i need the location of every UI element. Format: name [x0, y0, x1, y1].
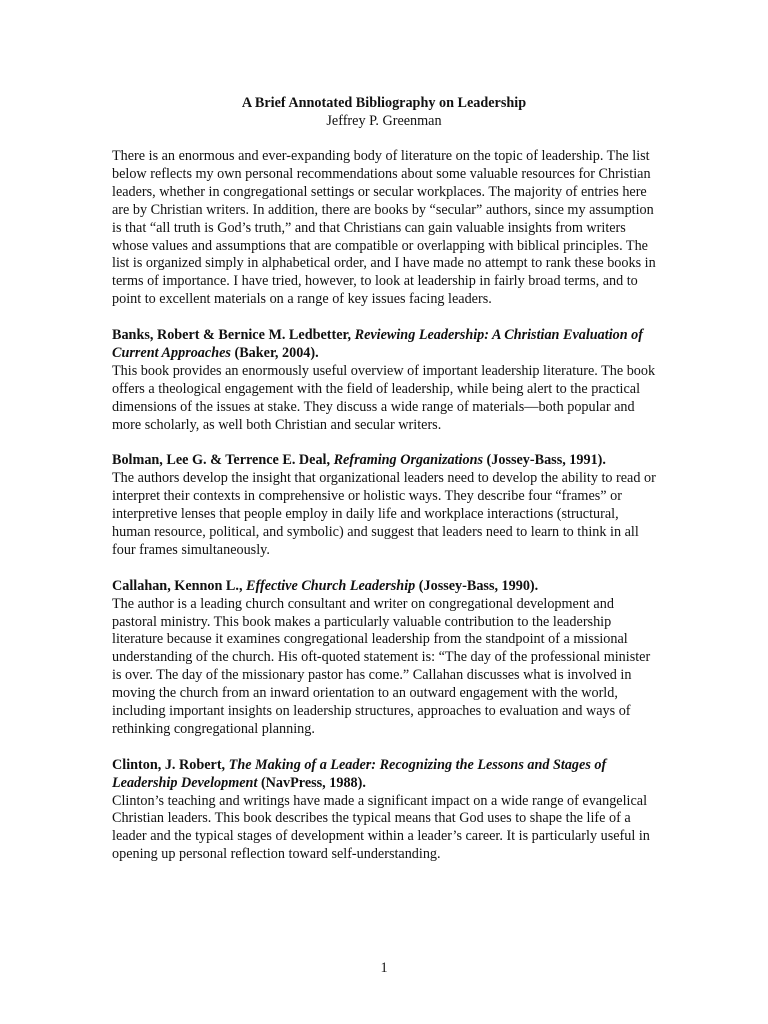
entry-citation	[112, 452, 660, 470]
entry-citation	[112, 327, 660, 363]
entry-authors: Callahan, Kennon L.,	[112, 577, 247, 594]
entry-authors: Clinton, J. Robert,	[112, 756, 229, 773]
entry-publication: (Jossey-Bass, 1990).	[415, 577, 539, 594]
entry-annotation: Clinton’s teaching and writings have made a significant impact on a wide range of evangelical Christian leaders. This book describes the typical means that God uses to shape the life of a leader and the typical stages of development within a leader’s career. It is particularly useful in opening up personal reflection toward self-understanding.	[112, 792, 650, 863]
document-title: A Brief Annotated Bibliography on Leadership	[241, 95, 527, 111]
entry-authors: Bolman, Lee G. & Terrence E. Deal,	[112, 452, 334, 469]
document-body	[112, 148, 660, 864]
entry-authors: Banks, Robert & Bernice M. Ledbetter,	[112, 327, 355, 344]
entry-book-title: Reframing Organizations	[333, 452, 483, 469]
entry-publication: (Baker, 2004).	[230, 344, 319, 361]
document-header	[0, 94, 768, 130]
bibliography-entry	[112, 327, 660, 434]
entry-book-title: Reviewing Leadership: A Christian Evaluation of Current Approaches	[112, 327, 643, 361]
entry-annotation: This book provides an enormously useful overview of important leadership literature. The book offers a theological engagement with the field of leadership, while being alert to the practical dimensions of the issues at stake. They discuss a wide range of materials—both popular and more scholarly, as well both Christian and secular writers.	[112, 362, 656, 433]
bibliography-entry	[112, 452, 660, 559]
entry-citation	[112, 578, 660, 596]
entry-annotation: The author is a leading church consultant and writer on congregational development and pastoral ministry. This book makes a particularly valuable contribution to the leadership literature because it examines congregational leadership from the standpoint of a missional understanding of the church. His oft-quoted statement is: “The day of the professional minister is over. The day of the missionary pastor has come.” Callahan discusses what is involved in moving the church from an inward orientation to an outward engagement with the world, including important insights on leadership structures, approaches to evaluation and ways of rethinking congregational planning.	[112, 595, 651, 737]
bibliography-entry	[112, 578, 660, 739]
page-number: 1	[380, 960, 388, 976]
entry-book-title: The Making of a Leader: Recognizing the Lessons and Stages of Leadership Development	[112, 756, 607, 791]
document-author: Jeffrey P. Greenman	[326, 113, 442, 129]
intro-paragraph: There is an enormous and ever-expanding body of literature on the topic of leadership. The list below reflects my own personal recommendations about some valuable resources for Christian leaders, whether in congregational settings or secular workplaces. The majority of entries here are by Christian writers. In addition, there are books by “secular” authors, since my assumption is that “all truth is God’s truth,” and that Christians can gain valuable insights from writers whose values and assumptions that are compatible or overlapping with biblical principles. The list is organized simply in alphabetical order, and I have made no attempt to rank these books in terms of importance. I have tried, however, to look at leadership in fairly broad terms, and to point to excellent materials on a range of key issues facing leaders.	[112, 148, 656, 308]
entry-book-title: Effective Church Leadership	[246, 577, 416, 594]
entry-publication: (Jossey-Bass, 1991).	[483, 452, 606, 469]
entry-citation	[112, 757, 660, 793]
entry-publication: (NavPress, 1988).	[257, 774, 366, 791]
bibliography-entry	[112, 757, 660, 864]
entry-annotation: The authors develop the insight that organizational leaders need to develop the ability to read or interpret their contexts in comprehensive or holistic ways. They describe four “frames” or interpretive lenses that people employ in daily life and workplace interactions (structural, human resource, political, and symbolic) and suggest that leaders need to learn to think in all four frames simultaneously.	[112, 470, 656, 558]
